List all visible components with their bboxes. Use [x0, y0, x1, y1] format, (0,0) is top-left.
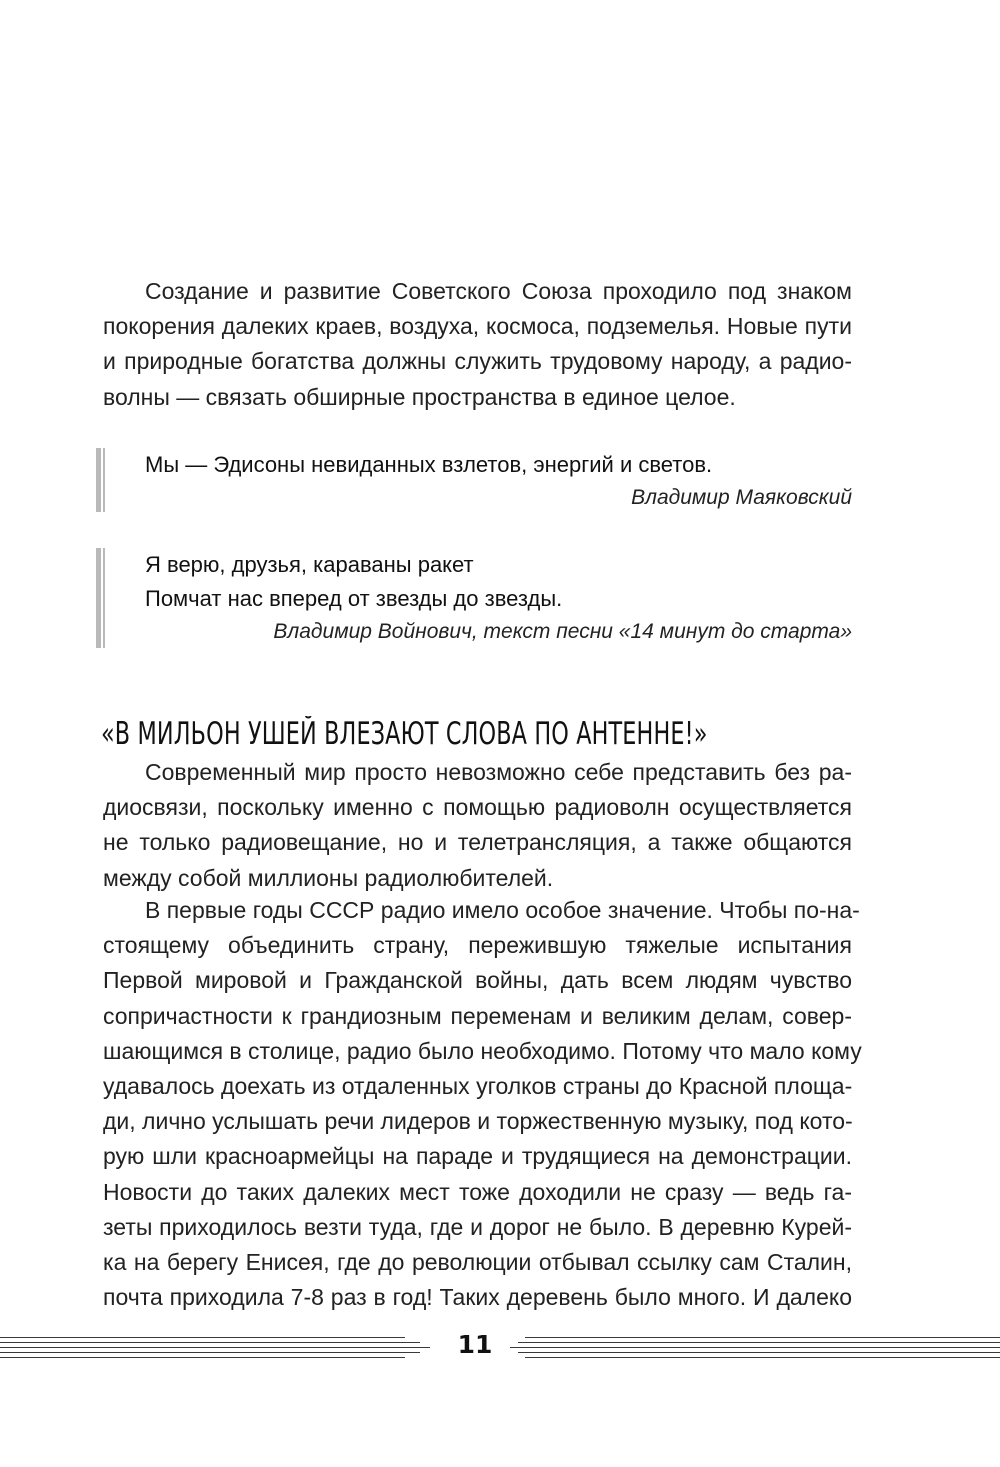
text-line: не только радиовещание, но и телетрансляция, а также общаются	[103, 829, 852, 856]
text-line: ка на берегу Енисея, где до революции отбывал ссылку сам Сталин,	[103, 1249, 852, 1276]
footer-rule	[0, 1347, 430, 1348]
text-line: Современный мир просто невозможно себе представить без ра-	[145, 759, 852, 785]
text-line: Первой мировой и Гражданской войны, дать всем людям чувство	[103, 967, 852, 994]
footer-rule	[525, 1337, 1000, 1338]
text-line: сопричастности к грандиозным переменам и великим делам, совер-	[103, 1002, 852, 1029]
quote-author: Владимир Маяковский	[631, 486, 852, 509]
epigraph-quote	[96, 448, 852, 512]
body-paragraph	[103, 893, 862, 1315]
quote-author: Владимир Войнович, текст песни «14 минут до старта»	[273, 620, 852, 643]
text-line: В первые годы СССР радио имело особое значение. Чтобы по-на-	[145, 897, 860, 923]
footer-rule	[0, 1337, 405, 1338]
footer-rule	[510, 1347, 1000, 1348]
footer-rule	[0, 1342, 420, 1343]
section-heading: «В МИЛЬОН УШЕЙ ВЛЕЗАЮТ СЛОВА ПО АНТЕННЕ!»	[101, 716, 708, 752]
footer-rule	[0, 1357, 405, 1358]
footer-rule	[518, 1342, 1000, 1343]
text-line: почта приходила 7-8 раз в год! Таких деревень было много. И далеко	[103, 1284, 852, 1311]
text-line: диосвязи, поскольку именно с помощью радиоволн осуществляется	[103, 794, 852, 821]
quote-line: Я верю, друзья, караваны ракет	[145, 552, 474, 577]
text-line: волны — связать обширные пространства в единое целое.	[103, 383, 736, 410]
text-line: ди, лично услышать речи лидеров и торжественную музыку, под кото-	[103, 1108, 853, 1135]
text-line: Создание и развитие Советского Союза проходило под знаком	[145, 278, 852, 304]
text-line: рую шли красноармейцы на параде и трудящиеся на демонстрации.	[103, 1143, 852, 1170]
text-line: покорения далеких краев, воздуха, космоса, подземелья. Новые пути	[103, 313, 852, 340]
footer-rule	[0, 1352, 420, 1353]
epigraph-quote	[96, 548, 852, 648]
text-line: и природные богатства должны служить трудовому народу, а радио-	[103, 348, 852, 375]
text-line: зеты приходилось везти туда, где и дорог не было. В деревню Курей-	[103, 1213, 852, 1240]
text-line: шающимся в столице, радио было необходимо. Потому что мало кому	[103, 1037, 862, 1064]
text-line: удавалось доехать из отдаленных уголков страны до Красной площа-	[103, 1073, 853, 1100]
text-line: Новости до таких далеких мест тоже доходили не сразу — ведь га-	[103, 1178, 852, 1205]
footer-rule	[518, 1352, 1000, 1353]
footer-rule	[525, 1357, 1000, 1358]
quote-line: Мы — Эдисоны невиданных взлетов, энергий и светов.	[145, 452, 713, 477]
text-line: стоящему объединить страну, пережившую тяжелые испытания	[103, 932, 852, 959]
page-footer	[0, 1325, 1000, 1365]
quote-line: Помчат нас вперед от звезды до звезды.	[145, 586, 563, 611]
quote-bar	[96, 548, 106, 648]
body-paragraph	[103, 755, 852, 896]
quote-bar	[96, 448, 106, 512]
text-line: между собой миллионы радиолюбителей.	[103, 864, 554, 891]
page-number: 11	[457, 1330, 493, 1359]
intro-paragraph	[103, 274, 852, 415]
